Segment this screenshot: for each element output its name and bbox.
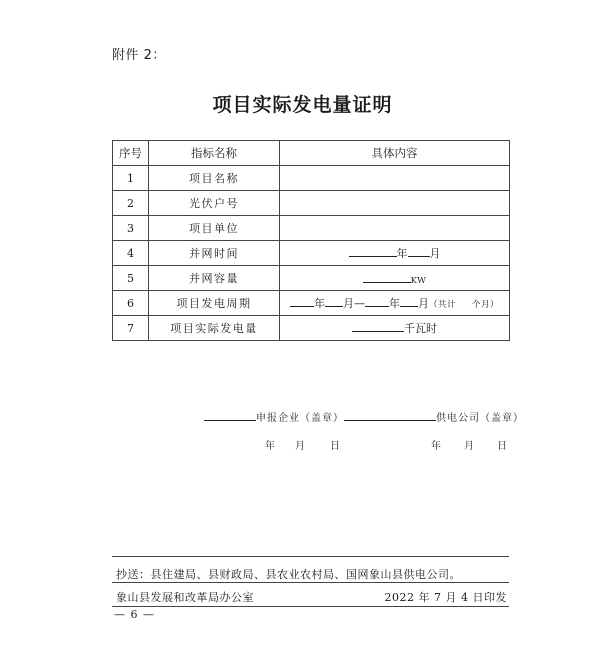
row-seq: 3 xyxy=(113,216,149,241)
row-name: 项目单位 xyxy=(149,216,280,241)
table-row xyxy=(113,316,510,341)
table-header-row xyxy=(113,141,510,166)
end-year-blank[interactable] xyxy=(365,295,389,307)
supplier-year: 年 xyxy=(431,441,441,452)
applicant-seal-blank[interactable] xyxy=(204,410,256,421)
start-year-unit: 年 xyxy=(313,297,325,310)
row-seq: 6 xyxy=(113,291,149,316)
issuing-office: 象山县发展和改革局办公室 xyxy=(116,591,254,604)
energy-blank[interactable] xyxy=(352,320,404,332)
table-row xyxy=(113,191,510,216)
grid-time-field[interactable] xyxy=(280,241,510,266)
capacity-unit: KW xyxy=(410,275,427,286)
start-year-blank[interactable] xyxy=(290,295,314,307)
row-name: 并网时间 xyxy=(149,241,280,266)
supplier-seal-blank[interactable] xyxy=(344,410,436,421)
supplier-date xyxy=(431,437,507,452)
applicant-seal-label: 申报企业（盖章） xyxy=(256,413,344,424)
capacity-blank[interactable] xyxy=(363,271,411,283)
start-month-unit: 月 xyxy=(342,297,354,310)
applicant-year: 年 xyxy=(265,441,275,452)
row-seq: 7 xyxy=(113,316,149,341)
grid-capacity-field[interactable] xyxy=(280,266,510,291)
row-name: 并网容量 xyxy=(149,266,280,291)
end-month-unit: 月 xyxy=(417,297,429,310)
month-unit: 月 xyxy=(429,247,441,260)
applicant-day: 日 xyxy=(330,441,340,452)
applicant-month: 月 xyxy=(295,441,305,452)
header-seq: 序号 xyxy=(113,141,149,166)
footer-divider-top xyxy=(112,556,509,557)
header-indicator: 指标名称 xyxy=(149,141,280,166)
row-name: 项目实际发电量 xyxy=(149,316,280,341)
page-number: — 6 — xyxy=(114,608,155,621)
row-name: 项目发电周期 xyxy=(149,291,280,316)
supplier-month: 月 xyxy=(464,441,474,452)
pv-account-field[interactable] xyxy=(280,191,510,216)
row-seq: 1 xyxy=(113,166,149,191)
document-title: 项目实际发电量证明 xyxy=(212,94,393,116)
row-seq: 4 xyxy=(113,241,149,266)
project-name-field[interactable] xyxy=(280,166,510,191)
table-row xyxy=(113,291,510,316)
project-unit-field[interactable] xyxy=(280,216,510,241)
total-prefix: （共计 xyxy=(428,300,456,310)
period-dash: — xyxy=(353,297,365,310)
row-seq: 2 xyxy=(113,191,149,216)
applicant-date xyxy=(265,437,340,452)
supplier-day: 日 xyxy=(497,441,507,452)
start-month-blank[interactable] xyxy=(325,295,343,307)
year-unit: 年 xyxy=(396,247,408,260)
table-row xyxy=(113,241,510,266)
month-blank[interactable] xyxy=(408,245,430,257)
footer-divider-middle xyxy=(112,582,509,583)
header-content: 具体内容 xyxy=(280,141,510,166)
table-row xyxy=(113,216,510,241)
end-year-unit: 年 xyxy=(388,297,400,310)
table-row xyxy=(113,166,510,191)
print-date: 2022 年 7 月 4 日印发 xyxy=(384,591,507,604)
row-name: 项目名称 xyxy=(149,166,280,191)
footer-divider-bottom xyxy=(112,606,509,607)
table-row xyxy=(113,266,510,291)
end-month-blank[interactable] xyxy=(400,295,418,307)
cc-line: 抄送：县住建局、县财政局、县农业农村局、国网象山县供电公司。 xyxy=(116,568,461,581)
applicant-signature[interactable] xyxy=(204,409,524,424)
certificate-table xyxy=(112,140,510,341)
generation-period-field[interactable] xyxy=(280,291,510,316)
row-name: 光伏户号 xyxy=(149,191,280,216)
row-seq: 5 xyxy=(113,266,149,291)
attachment-label: 附件 2： xyxy=(112,48,166,63)
energy-unit: 千瓦时 xyxy=(404,322,437,335)
total-suffix: 个月） xyxy=(472,300,500,310)
actual-generation-field[interactable] xyxy=(280,316,510,341)
year-blank[interactable] xyxy=(349,245,397,257)
supplier-seal-label: 供电公司（盖章） xyxy=(436,413,524,424)
